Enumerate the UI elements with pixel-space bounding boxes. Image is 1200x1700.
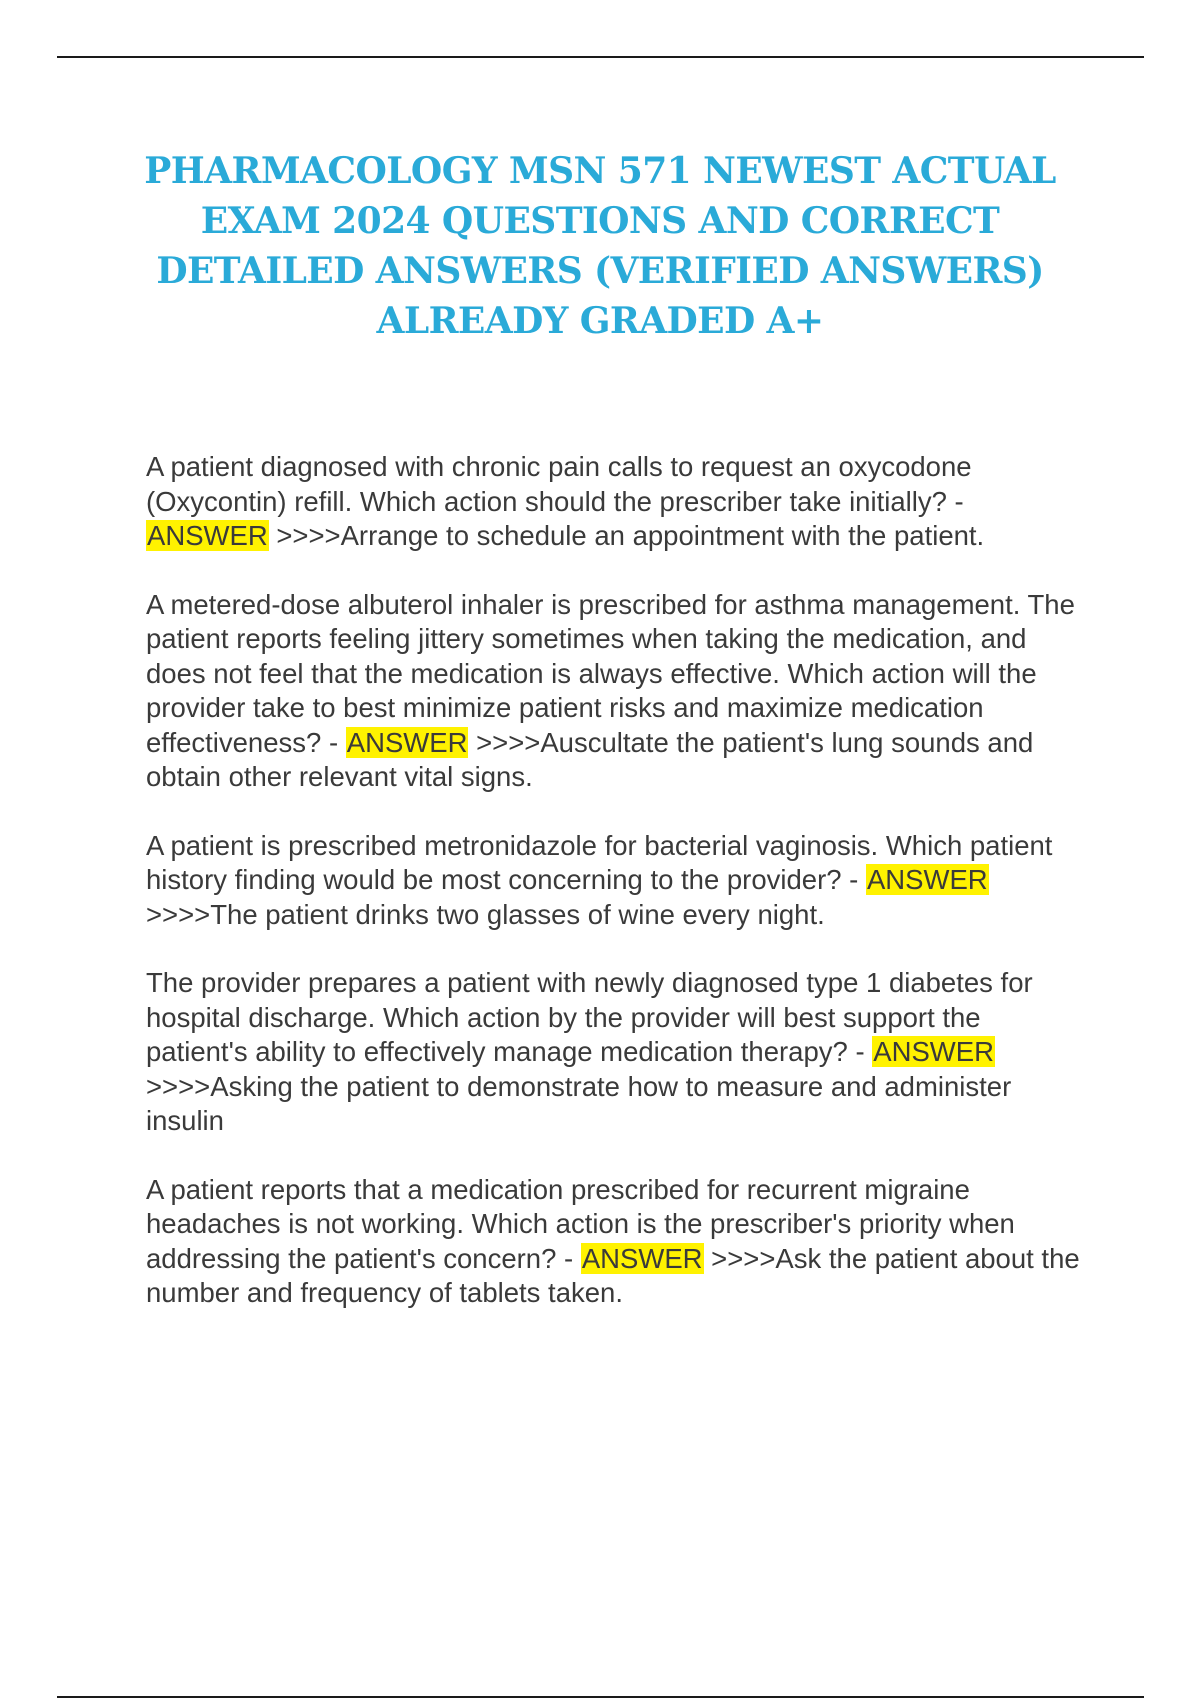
answer-text-2: >>>>Auscultate the patient's lung sounds and obtain other relevant vital signs.: [146, 726, 1034, 792]
question-text-2: A metered-dose albuterol inhaler is prescribed for asthma management. The patient reports feeling jittery sometimes when taking the medication, and does not feel that the medication is always effective. Which action will the provider take to best minimize patient risks and maximize medication effectiveness? -: [146, 588, 1075, 758]
top-rule: [57, 56, 1144, 58]
qa-item-3: [146, 829, 1086, 933]
answer-text-1: >>>>Arrange to schedule an appointment with the patient.: [268, 520, 985, 551]
answer-label-3: ANSWER: [866, 864, 988, 895]
answer-label-2: ANSWER: [346, 726, 468, 758]
question-text-3: A patient is prescribed metronidazole for bacterial vaginosis. Which patient history finding would be most concerning to the provider? -: [146, 829, 1053, 895]
question-text-4: The provider prepares a patient with newly diagnosed type 1 diabetes for hospital discharge. Which action by the provider will best support the patient's ability to effectively manage medication therapy? -: [146, 967, 1033, 1067]
question-text-5: A patient reports that a medication prescribed for recurrent migraine headaches is not working. Which action is the prescriber's priority when addressing the patient's concern? -: [146, 1173, 1015, 1274]
qa-item-2: [146, 588, 1086, 795]
answer-label-1: ANSWER: [147, 520, 268, 551]
qa-item-4: [146, 966, 1086, 1139]
answer-label-4: ANSWER: [873, 1036, 994, 1067]
question-text-1: A patient diagnosed with chronic pain calls to request an oxycodone (Oxycontin) refill. Which action should the prescriber take initially? -: [146, 451, 972, 517]
qa-item-1: [146, 450, 1086, 554]
answer-label-5: ANSWER: [581, 1242, 703, 1274]
qa-list: [146, 450, 1086, 1345]
answer-text-3: >>>>The patient drinks two glasses of wine every night.: [146, 898, 825, 930]
answer-text-5: >>>>Ask the patient about the number and frequency of tablets taken.: [146, 1242, 1080, 1308]
qa-item-5: [146, 1173, 1086, 1311]
document-title: PHARMACOLOGY MSN 571 NEWEST ACTUAL EXAM 2024 QUESTIONS AND CORRECT DETAILED ANSWERS (VERIFIED ANSWERS) ALREADY GRADED A+: [144, 150, 1056, 342]
bottom-rule: [57, 1696, 1144, 1698]
answer-text-4: >>>>Asking the patient to demonstrate how to measure and administer insulin: [146, 1070, 1012, 1136]
